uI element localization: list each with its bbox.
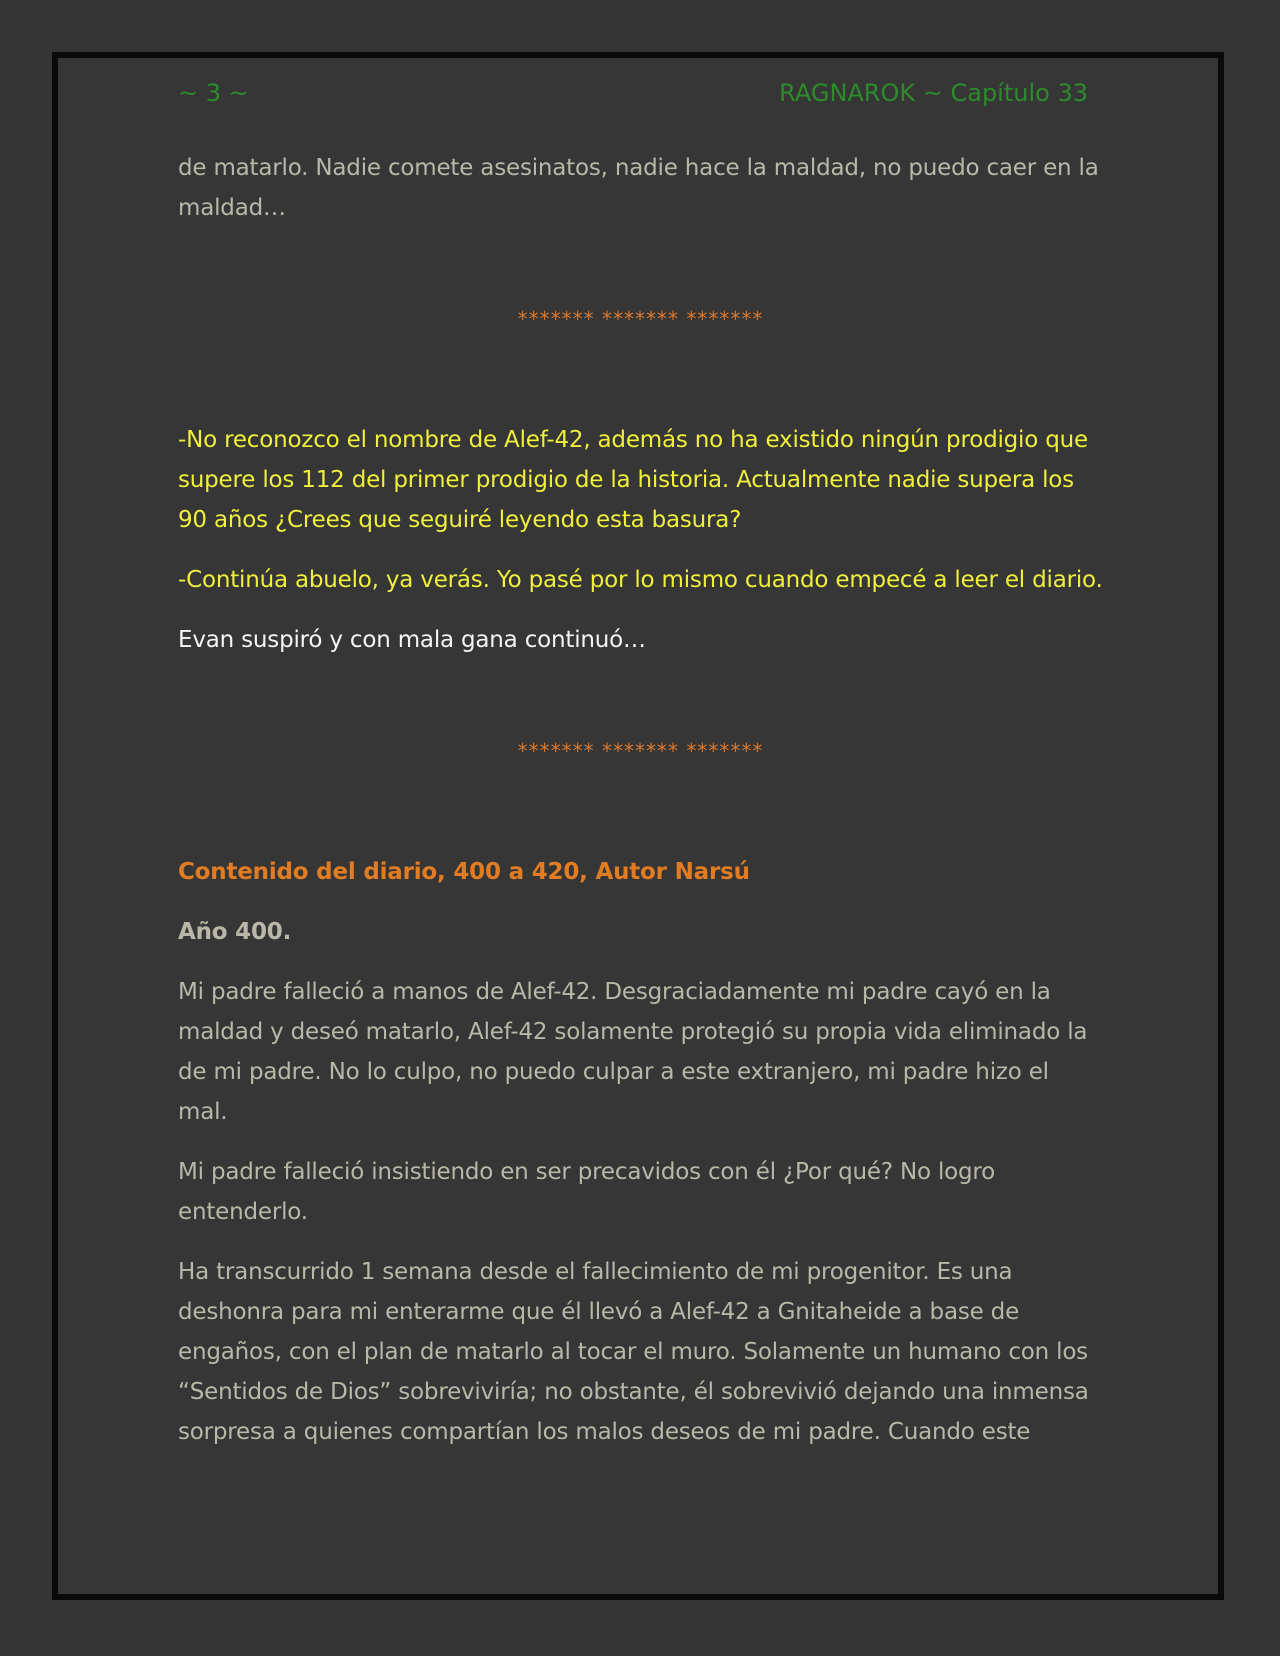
narration-paragraph: de matarlo. Nadie comete asesinatos, nadie hace la maldad, no puedo caer en la maldad… — [178, 155, 1099, 221]
spacer — [178, 334, 1103, 420]
page-content — [178, 148, 1103, 1472]
spacer — [178, 248, 1103, 304]
spacer — [178, 766, 1103, 852]
page-header — [178, 76, 1088, 110]
dialogue-paragraph: -No reconozco el nombre de Alef-42, además no ha existido ningún prodigio que supere los 112 del primer prodigio de la historia. Actualmente nadie supera los 90 años ¿Crees que seguiré leyendo esta basura? — [178, 427, 1088, 533]
diary-paragraph: Mi padre falleció insistiendo en ser precavidos con él ¿Por qué? No logro entenderlo. — [178, 1159, 996, 1225]
page-number: ~ 3 ~ — [178, 79, 249, 107]
section-separator: ******* ******* ******* — [517, 307, 764, 331]
dialogue-paragraph: -Continúa abuelo, ya verás. Yo pasé por lo mismo cuando empecé a leer el diario. — [178, 567, 1103, 593]
narration-paragraph: Evan suspiró y con mala gana continuó… — [178, 627, 646, 653]
spacer — [178, 680, 1103, 736]
diary-paragraph: Mi padre falleció a manos de Alef-42. Desgraciadamente mi padre cayó en la maldad y deseó matarlo, Alef-42 solamente protegió su propia vida eliminado la de mi padre. No lo culpo, no puedo culpar a este extranjero, mi padre hizo el mal. — [178, 979, 1088, 1125]
running-title: RAGNAROK ~ Capítulo 33 — [779, 79, 1088, 107]
year-heading: Año 400. — [178, 919, 292, 945]
section-heading: Contenido del diario, 400 a 420, Autor Narsú — [178, 859, 750, 885]
section-separator: ******* ******* ******* — [517, 739, 764, 763]
diary-paragraph: Ha transcurrido 1 semana desde el fallecimiento de mi progenitor. Es una deshonra para mi enterarme que él llevó a Alef-42 a Gnitaheide a base de engaños, con el plan de matarlo al tocar el muro. Solamente un humano con los “Sentidos de Dios” sobreviviría; no obstante, él sobrevivió dejando una inmensa sorpresa a quienes compartían los malos deseos de mi padre. Cuando este — [178, 1259, 1089, 1445]
